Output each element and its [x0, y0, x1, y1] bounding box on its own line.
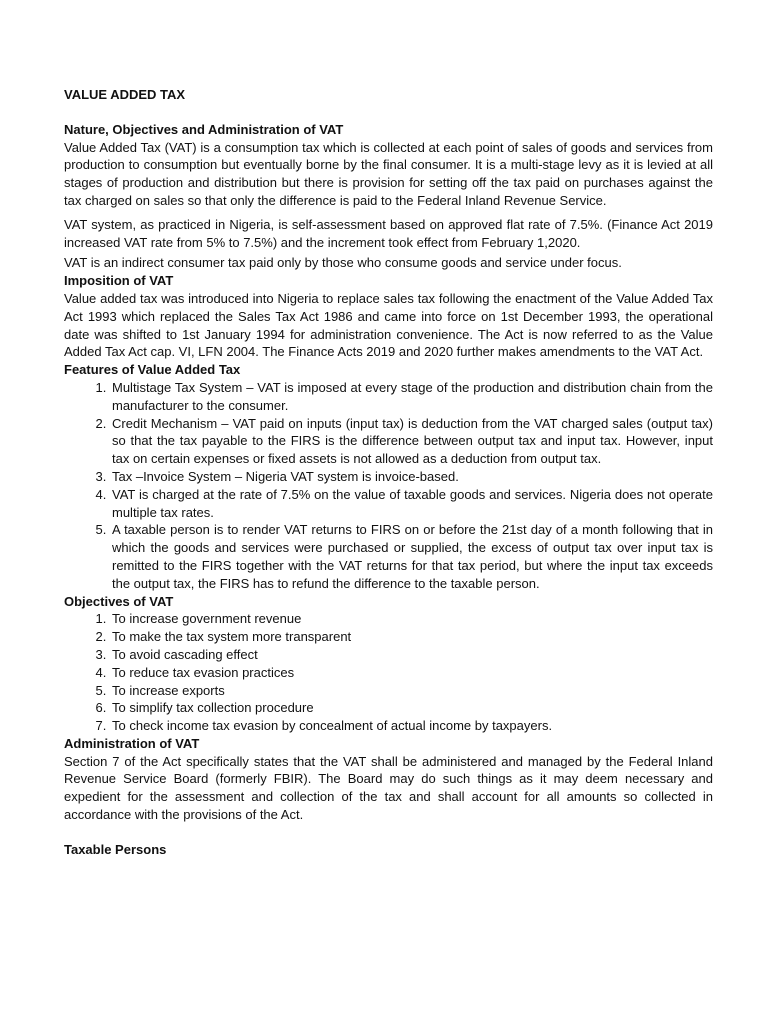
nature-paragraph-1: Value Added Tax (VAT) is a consumption tax which is collected at each point of sales of goods and services from production to consumption but eventually borne by the final consumer. It is a multi-stage levy as it is levied at all stages of production and distribution but there is provision for setting off the tax paid on purchases against the tax charged on sales so that only the difference is paid to the Federal Inland Revenue Service. [64, 139, 713, 208]
administration-paragraph: Section 7 of the Act specifically states that the VAT shall be administered and managed by the Federal Inland Revenue Service Board (formerly FBIR). The Board may do such things as it may deem necessary and expedient for the assessment and collection of the tax and shall account for all amounts so collected in accordance with the provisions of the Act. [64, 753, 713, 823]
list-item: 6. To simplify tax collection procedure [110, 699, 713, 717]
nature-paragraph-3: VAT is an indirect consumer tax paid only by those who consume goods and service under focus. [64, 255, 622, 271]
section-heading-imposition: Imposition of VAT [64, 273, 174, 289]
section-heading-administration: Administration of VAT [64, 735, 200, 751]
list-item: 7. To check income tax evasion by concealment of actual income by taxpayers. [110, 717, 713, 735]
list-item: 1. To increase government revenue [110, 610, 713, 628]
list-item: 4. To reduce tax evasion practices [110, 664, 713, 682]
list-item: 4. VAT is charged at the rate of 7.5% on the value of taxable goods and services. Nigeria does not operate multiple tax rates. [110, 486, 713, 522]
imposition-paragraph: Value added tax was introduced into Nigeria to replace sales tax following the enactment of the Value Added Tax Act 1993 which replaced the Sales Tax Act 1986 and came into force on 1st December 1993, the operational date was shifted to 1st January 1994 for administration convenience. The Act is now referred to as the Value Added Tax Act cap. VI, LFN 2004. The Finance Acts 2019 and 2020 further makes amendments to the VAT Act. [64, 290, 713, 360]
section-heading-objectives: Objectives of VAT [64, 593, 174, 609]
list-item: 3. To avoid cascading effect [110, 646, 713, 664]
list-item: 5. A taxable person is to render VAT returns to FIRS on or before the 21st day of a month following that in which the goods and services were purchased or supplied, the excess of output tax over input tax is remitted to the FIRS together with the VAT returns for that tax period, but where the input tax exceeds the output tax, the FIRS has to refund the difference to the taxable person. [110, 521, 713, 592]
section-heading-nature: Nature, Objectives and Administration of VAT [64, 121, 344, 137]
list-item: 3. Tax –Invoice System – Nigeria VAT system is invoice-based. [110, 468, 713, 486]
nature-paragraph-2: VAT system, as practiced in Nigeria, is self-assessment based on approved flat rate of 7.5%. (Finance Act 2019 increased VAT rate from 5% to 7.5%) and the increment took effect from February 1,2020. [64, 216, 713, 250]
list-item: 2. Credit Mechanism – VAT paid on inputs (input tax) is deduction from the VAT charged sales (output tax) so that the tax payable to the FIRS is the difference between output tax and input tax. However, input tax on certain expenses or fixed assets is not allowed as a deduction from output tax. [110, 415, 713, 468]
section-heading-features: Features of Value Added Tax [64, 362, 241, 378]
section-heading-taxable-persons: Taxable Persons [64, 841, 167, 857]
list-item: 5. To increase exports [110, 682, 713, 700]
objectives-list [64, 610, 713, 735]
document-title: VALUE ADDED TAX [64, 87, 186, 102]
list-item: 1. Multistage Tax System – VAT is imposed at every stage of the production and distribution chain from the manufacturer to the consumer. [110, 379, 713, 415]
list-item: 2. To make the tax system more transparent [110, 628, 713, 646]
features-list [64, 379, 713, 593]
